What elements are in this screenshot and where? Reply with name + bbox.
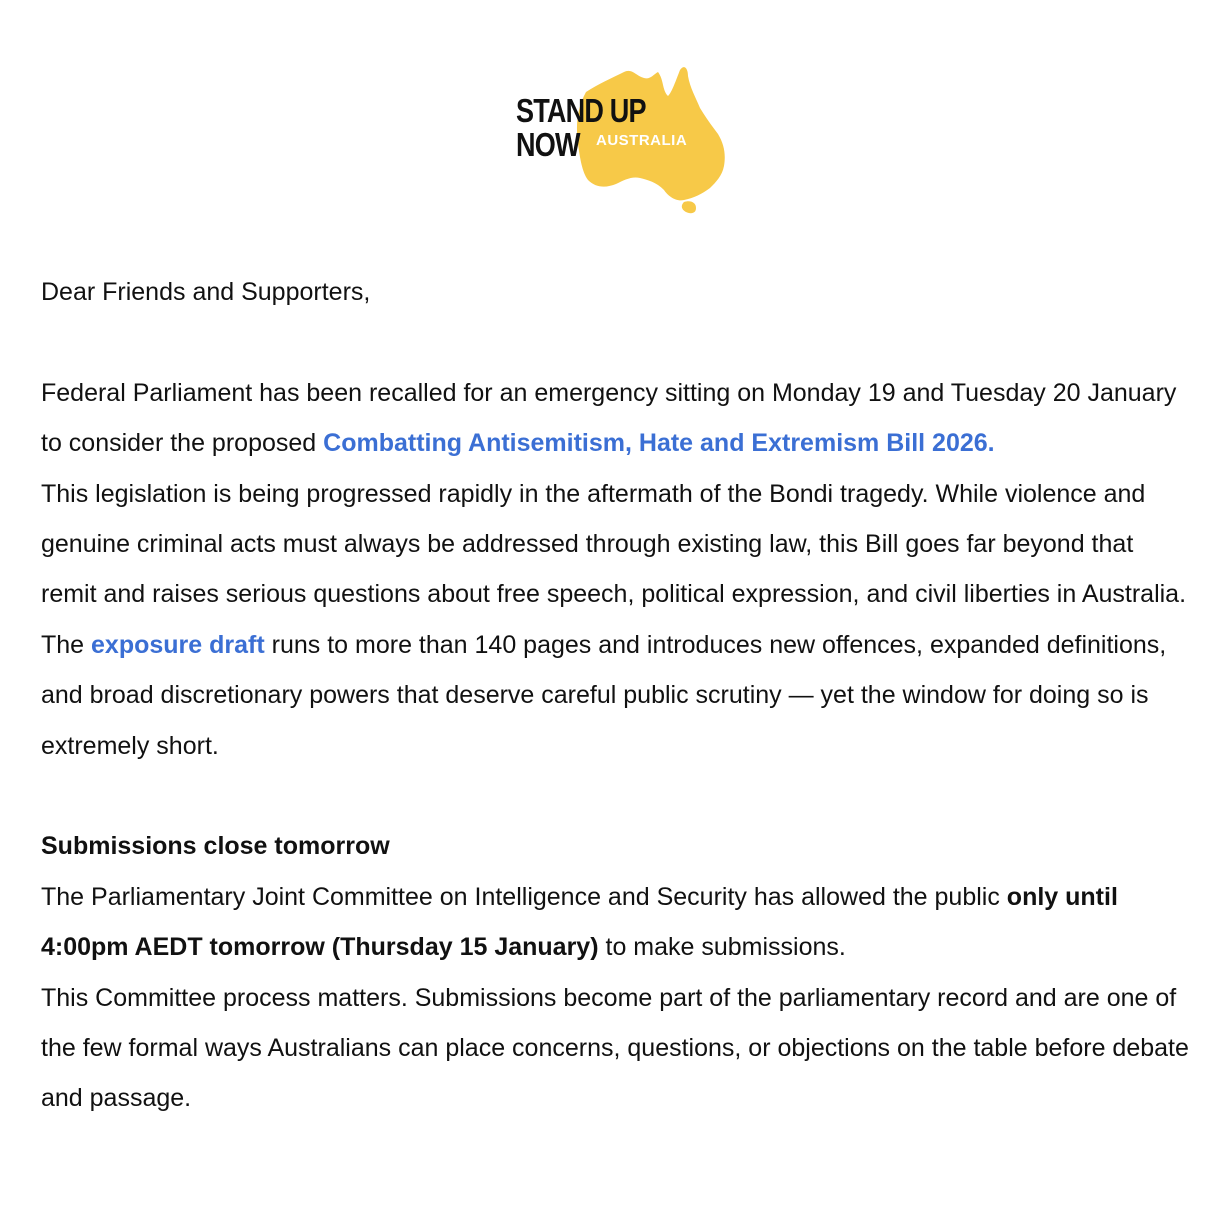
paragraph-legislation: This legislation is being progressed rapidly in the aftermath of the Bondi tragedy. While violence and genuine criminal acts must always be addressed through existing law, this Bill goes far beyond that remit and raises serious questions about free speech, political expression, and civil liberties in Australia. — [41, 479, 1187, 609]
stand-up-now-logo[interactable] — [512, 62, 732, 218]
greeting: Dear Friends and Supporters, — [41, 278, 371, 306]
spacer — [41, 771, 1191, 821]
paragraph-committee-text-a: The Parliamentary Joint Committee on Intelligence and Security has allowed the public — [41, 882, 1007, 911]
email-body — [41, 267, 1191, 1124]
logo-text-stand-up: STAND UP — [516, 92, 646, 129]
exposure-draft-link[interactable]: exposure draft — [91, 630, 265, 659]
deadline-text: only until 4:00pm AEDT tomorrow (Thursday 15 January) — [41, 882, 1118, 962]
paragraph-process: This Committee process matters. Submissions become part of the parliamentary record and are one of the few formal ways Australians can place concerns, questions, or objections on the table before debate and passage. — [41, 983, 1189, 1113]
logo-text-australia: AUSTRALIA — [596, 132, 688, 149]
paragraph-recall — [41, 368, 1191, 469]
logo-text-now: NOW — [516, 126, 580, 163]
bill-link[interactable]: Combatting Antisemitism, Hate and Extremism Bill 2026. — [323, 429, 995, 458]
spacer — [41, 317, 1191, 367]
section-heading: Submissions close tomorrow — [41, 832, 390, 861]
paragraph-exposure-text-b: runs to more than 140 pages and introduces new offences, expanded definitions, and broad discretionary powers that deserve careful public scrutiny — yet the window for doing so is extremely short. — [41, 630, 1167, 760]
tasmania-shape — [682, 201, 696, 213]
paragraph-recall-text: Federal Parliament has been recalled for an emergency sitting on Monday 19 and Tuesday 20 January to consider the proposed — [41, 378, 1177, 458]
paragraph-committee-text-b: to make submissions. — [598, 933, 846, 962]
paragraph-exposure-text-a: The — [41, 630, 92, 659]
paragraph-exposure-draft — [41, 620, 1191, 771]
paragraph-committee — [41, 872, 1191, 973]
